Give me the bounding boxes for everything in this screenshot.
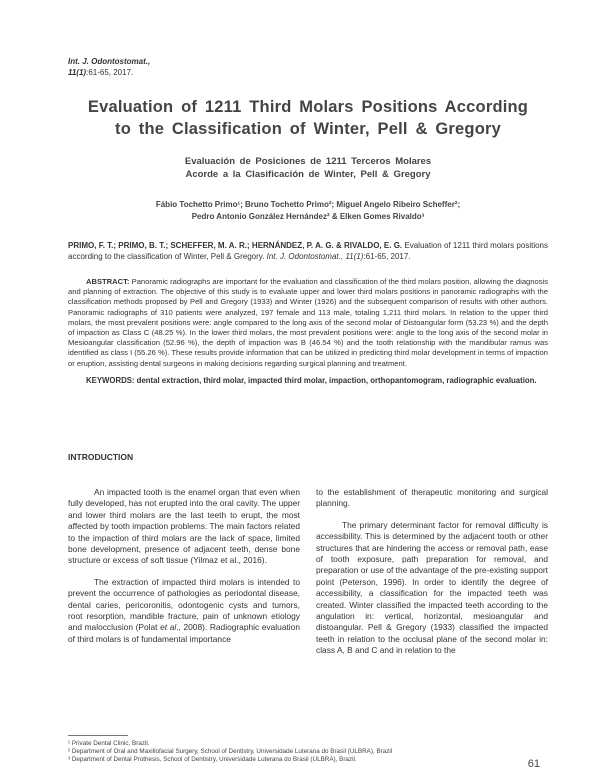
article-subtitle-line-1: Evaluación de Posiciones de 1211 Terceros Molares: [184, 156, 432, 167]
paragraph: to the establishment of therapeutic monitoring and surgical planning.: [316, 487, 548, 509]
article-title: [68, 96, 548, 140]
abstract: [68, 277, 548, 369]
footnote-divider: [68, 735, 128, 736]
body-column-right: [316, 487, 548, 657]
keywords-label: KEYWORDS:: [86, 376, 135, 385]
paragraph: [68, 577, 300, 645]
footnote: ³ Department of Dental Prothesis, School of Dentistry, Universidade Luterana do Brasil (ULBRA), Brazil.: [68, 756, 357, 764]
abstract-label: ABSTRACT:: [86, 277, 130, 286]
author-line-2: Pedro Antonio González Hernández² & Elken Gomes Rivaldo³: [191, 212, 425, 221]
article-subtitle-line-2: Acorde a la Clasificación de Winter, Pell & Gregory: [185, 169, 431, 180]
body-column-left: [68, 487, 300, 645]
footnote: ¹ Private Dental Clinic, Brazil.: [68, 740, 150, 747]
paragraph-text: The extraction of impacted third molars is intended to prevent the occurrence of pathologies as periodontal disease, dental caries, pericoronitis, odontogenic cysts and tumors, root resorption, mandible fracture, pain of unknown etiology and malocclusion (Polat: [68, 576, 300, 633]
journal-reference: [68, 56, 150, 78]
section-heading-introduction: INTRODUCTION: [68, 452, 134, 462]
citation-pages: :61-65, 2017.: [363, 252, 411, 261]
article-title-line-2: to the Classification of Winter, Pell & Gregory: [115, 120, 501, 138]
keywords-text: dental extraction, third molar, impacted third molar, impaction, orthopantomogram, radiographic evaluation.: [134, 376, 537, 385]
keywords: [68, 375, 548, 386]
abstract-text: Panoramic radiographs are important for the evaluation and classification of the third molars position, allowing the diagnosis and planning of extraction. The objective of this study is to evaluate upper and lower third molars positions in panoramic radiographs with the classification methods proposed by Pell and Gregory (1933) and Winter (1926) and the subsequent comparison of results with other authors. Panoramic radiographs of 310 patients were analyzed, 197 female and 113 male, totaling 1,211 third molars. In relation to the upper third molars, the most prevalent positions were: angle compared to the long axis of the second molar of Distoangular form (53.23 %) and the depth of impaction as Class C (48.25 %). In the lower third molars, the most prevalent positions were: angle to the long axis of the second molar in Mesioangular classification (52.96 %), the depth of impaction was B (46.54 %) and the tooth relationship with the mandibular ramus was identified as class I (55.26 %). These results provide information that can be utilized in predicting third molar development in terms of impaction or eruption, assisting dental surgeons in making decisions regarding surgical planning and treatment.: [68, 277, 548, 368]
paragraph-text: ., 2008). Radiographic evaluation of third molars is of fundamental importance: [68, 622, 300, 644]
page-number: 61: [527, 758, 540, 770]
journal-name: Int. J. Odontostomat.,: [68, 57, 151, 66]
journal-volume: 11(1): [68, 68, 87, 77]
citation-journal: Int. J. Odontostomat., 11(1): [266, 252, 364, 261]
citation-text: Evaluation of 1211 third molars positions according to the classification of Winter, Pell & Gregory.: [68, 241, 548, 261]
citation-block: [68, 240, 548, 262]
citation-authors: PRIMO, F. T.; PRIMO, B. T.; SCHEFFER, M. A. R.; HERNÁNDEZ, P. A. G. & RIVALDO, E. G.: [68, 241, 403, 250]
paragraph: The primary determinant factor for removal difficulty is accessibility. This is determined by the adjacent tooth or other structures that are hindering the access or removal path, ease of tooth exposure, path preparation for removal, and preparation or use of the advantage of the pre-existing support point (Peterson, 1996). In order to identify the degree of accessibility, a classification for the impacted teeth was created. Winter classified the impacted teeth according to the angulation in: vertical, horizontal, mesioangular and distoangular. Pell & Gregory (1933) classified the impacted teeth in relation to the occlusal plane of the second molar in: class A, B and C and in relation to the: [316, 519, 548, 656]
author-list: [68, 199, 548, 223]
paragraph: An impacted tooth is the enamel organ that even when fully developed, has not erupted into the oral cavity. The upper and lower third molars are the last teeth to erupt, the most affected by tooth impaction problems. The main factors related to the impaction of third molars are the lack of space, limited bone development, presence of adjacent teeth, dense bone structure or excess of soft tissue (Yilmaz et al., 2016).: [68, 487, 300, 566]
footnotes: [68, 740, 392, 765]
journal-pages: :61-65, 2017.: [86, 68, 134, 77]
author-line-1: Fábio Tochetto Primo¹; Bruno Tochetto Primo²; Miguel Angelo Ribeiro Scheffer²;: [155, 200, 461, 209]
footnote: ² Department of Oral and Maxillofacial Surgery, School of Dentistry, Universidade Luterana do Brasil (ULBRA), Brazil: [68, 748, 393, 756]
article-subtitle: [68, 155, 548, 181]
paragraph-italic: et al: [160, 622, 177, 633]
article-title-line-1: Evaluation of 1211 Third Molars Positions According: [87, 98, 529, 116]
